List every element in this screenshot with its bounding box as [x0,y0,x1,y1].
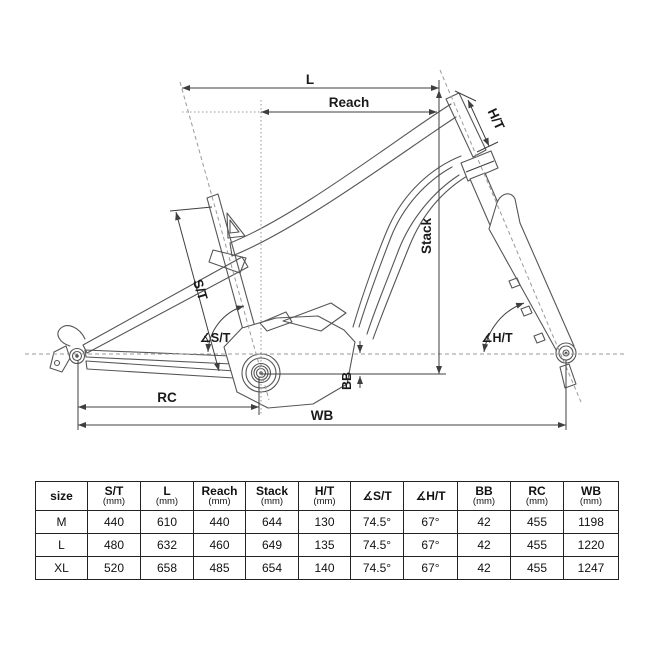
col-unit: (mm) [102,496,126,508]
rear-dropout [50,346,70,372]
table-cell: L [36,534,88,557]
table-cell: 67° [404,534,458,557]
table-cell: 42 [458,534,511,557]
dropout-bolt [55,361,60,366]
rear-brake-lever [58,326,85,346]
table-cell: 1198 [564,511,619,534]
table-row-l [36,534,619,557]
down-tube-accent-2 [367,175,459,334]
table-cell: 130 [299,511,351,534]
col-header-ht [299,482,351,511]
table-cell: 480 [88,534,141,557]
table-cell: 1220 [564,534,619,557]
table-cell: 644 [246,511,299,534]
table-cell: 74.5° [351,557,404,580]
table-row-m [36,511,619,534]
motor-chainring [224,303,355,408]
col-unit: (mm) [525,496,549,508]
table-cell: 440 [194,511,246,534]
table-cell: 658 [141,557,194,580]
table-cell: XL [36,557,88,580]
col-header-bb [458,482,511,511]
table-cell: 649 [246,534,299,557]
seat-tube [207,194,258,341]
col-label: size [50,488,73,503]
table-cell: 135 [299,534,351,557]
rear-triangle [50,250,248,378]
table-row-xl [36,557,619,580]
dim-st [170,207,219,371]
col-label: ∡H/T [415,488,446,503]
geometry-table [35,481,619,580]
bike-drawing [50,93,576,408]
dim-l [182,72,439,88]
label-st: S/T [190,277,211,302]
head-tube [446,93,486,157]
col-label: H/T [314,483,335,498]
col-header-wb [564,482,619,511]
label-angle-ht: ∡H/T [481,331,513,345]
table-cell: 67° [404,557,458,580]
col-label: BB [475,483,493,498]
col-header-reach [194,482,246,511]
col-unit: (mm) [579,496,603,508]
col-header-angle-st [351,482,404,511]
table-cell: 74.5° [351,534,404,557]
dim-angle-ht [481,303,524,352]
col-header-angle-ht [404,482,458,511]
table-cell: 610 [141,511,194,534]
col-label: Stack [255,483,289,498]
col-unit: (mm) [472,496,496,508]
table-cell: 654 [246,557,299,580]
table-cell: M [36,511,88,534]
front-triangle [207,93,486,341]
label-ht: H/T [484,106,508,133]
table-cell: 74.5° [351,511,404,534]
col-unit: (mm) [260,496,284,508]
label-rc: RC [157,390,177,405]
table-cell: 455 [511,557,564,580]
table-cell: 42 [458,557,511,580]
dim-reach [261,95,437,112]
label-reach: Reach [328,95,370,110]
table-cell: 440 [88,511,141,534]
motor-casing [224,316,355,408]
col-unit: (mm) [313,496,336,508]
table-cell: 67° [404,511,458,534]
table-cell: 455 [511,534,564,557]
front-dropout [560,364,576,388]
fork [461,151,576,388]
table-cell: 485 [194,557,246,580]
col-label: Reach [201,483,238,498]
label-angle-st: ∡S/T [199,331,231,345]
table-cell: 520 [88,557,141,580]
col-header-stack [246,482,299,511]
col-header-l [141,482,194,511]
table-cell: 632 [141,534,194,557]
label-l: L [305,72,315,87]
col-label: L [163,483,171,498]
table-cell: 455 [511,511,564,534]
col-label: WB [581,483,601,498]
col-header-size [36,482,88,511]
col-unit: (mm) [208,496,231,508]
label-bb: BB [340,371,354,391]
col-header-st [88,482,141,511]
down-tube-upper-edge [353,156,461,327]
table-cell: 140 [299,557,351,580]
table-cell: 1247 [564,557,619,580]
col-label: RC [528,483,546,498]
col-label: ∡S/T [362,488,392,503]
col-label: S/T [104,483,124,498]
rear-axle-center [75,354,79,358]
table-cell: 460 [194,534,246,557]
col-header-rc [511,482,564,511]
header-row [36,482,619,511]
table-cell: 42 [458,511,511,534]
col-unit: (mm) [155,496,179,508]
seat-tube-axis [180,82,269,400]
label-stack: Stack [419,217,434,255]
label-wb: WB [310,408,334,423]
